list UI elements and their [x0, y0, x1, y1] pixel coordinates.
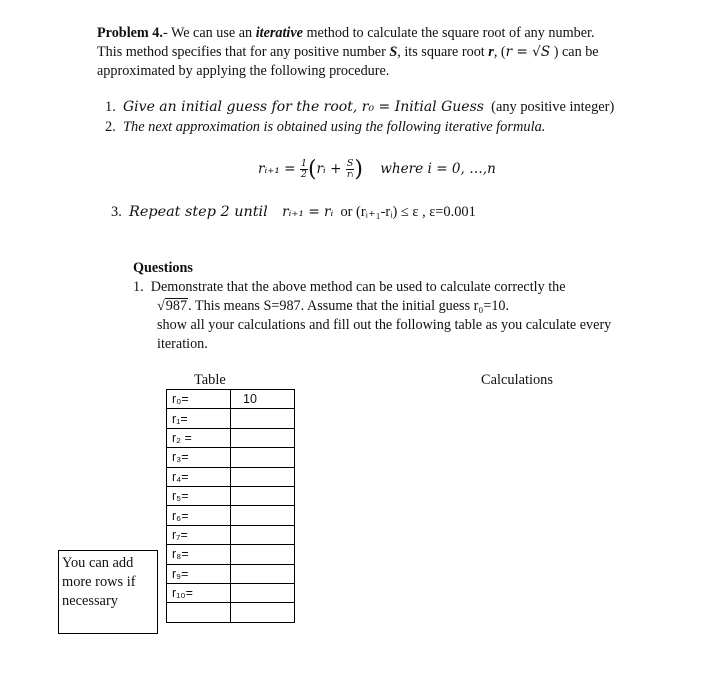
question-text: Demonstrate that the above method can be used to calculate correctly the [150, 279, 566, 295]
problem-text: ) can be [550, 44, 599, 60]
table-row [167, 467, 295, 486]
table-row [167, 603, 295, 622]
question-number: 1. [133, 279, 144, 295]
formula-lhs: rᵢ₊₁ = [258, 161, 296, 177]
row-value-cell[interactable] [231, 564, 295, 583]
row-label [167, 603, 231, 622]
step-1-note: (any positive integer) [491, 99, 615, 115]
step-3-formula: rᵢ₊₁ = rᵢ [282, 204, 334, 220]
row-label: r₁₀= [167, 583, 231, 602]
problem-text: - We can use an [162, 25, 256, 41]
sqrt-equation: r = √S [505, 44, 551, 60]
table-row [167, 506, 295, 525]
row-label: r₃= [167, 448, 231, 467]
fraction-half [300, 159, 308, 180]
problem-text: , ( [493, 44, 506, 60]
table-row [167, 409, 295, 428]
calculations-label: Calculations [481, 372, 553, 388]
step-number: 3. [111, 204, 122, 220]
table-row [167, 486, 295, 505]
row-value-cell[interactable] [231, 467, 295, 486]
problem-text: This method specifies that for any positive number [97, 44, 390, 60]
row-value-cell[interactable] [231, 525, 295, 544]
row-label: r₈= [167, 545, 231, 564]
row-value-cell[interactable] [231, 448, 295, 467]
table-row [167, 564, 295, 583]
question-text: show all your calculations and fill out the following table as you calculate every [157, 317, 612, 333]
step-2 [105, 119, 545, 136]
var-S: S [389, 44, 398, 60]
row-label: r₆= [167, 506, 231, 525]
formula-term: rᵢ + [316, 161, 342, 177]
iteration-table [166, 389, 295, 623]
step-3 [111, 204, 476, 221]
table-row [167, 583, 295, 602]
row-value-cell[interactable] [231, 583, 295, 602]
problem-text: method to calculate the square root of any number. [302, 25, 595, 41]
sqrt-value: 987 [165, 298, 188, 314]
row-label: r₇= [167, 525, 231, 544]
row-label: r₁= [167, 409, 231, 428]
fraction-numerator: S [346, 158, 354, 169]
question-text: . This means S=987. Assume that the initial guess r₀=10. [188, 298, 510, 314]
row-label: r₀= [167, 390, 231, 409]
table-row [167, 545, 295, 564]
step-1 [105, 99, 614, 116]
step-2-text: The next approximation is obtained using the following iterative formula. [123, 119, 546, 135]
row-value-cell[interactable] [231, 603, 295, 622]
step-3-condition: or (rᵢ₊₁-rᵢ) ≤ ε , ε=0.001 [340, 204, 476, 220]
table-row [167, 428, 295, 447]
step-1-text: Give an initial guess for the root, r₀ = Initial Guess [123, 99, 484, 115]
row-value-cell[interactable] [231, 486, 295, 505]
step-3-text: Repeat step 2 until [129, 204, 268, 220]
table-row [167, 390, 295, 409]
row-value-cell[interactable] [231, 409, 295, 428]
table-title: Table [194, 372, 226, 388]
fraction-denominator: rᵢ [346, 169, 354, 180]
row-label: r₄= [167, 467, 231, 486]
step-number: 2. [105, 119, 116, 135]
table-row [167, 525, 295, 544]
row-label: r₂ = [167, 428, 231, 447]
row-value-cell[interactable] [231, 506, 295, 525]
row-value-cell[interactable] [231, 428, 295, 447]
iterative-formula: rᵢ₊₁ = $\frac{1}{2}$ (rᵢ + $\frac{S}{\text{rᵢ}}$ ) where i = 0, …,n [258, 157, 496, 182]
step-number: 1. [105, 99, 116, 115]
problem-text: , its square root [397, 44, 489, 60]
row-label: r₉= [167, 564, 231, 583]
formula-where: where i = 0, …,n [380, 161, 496, 177]
side-note: You can add more rows if necessary [58, 550, 158, 634]
row-label: r₅= [167, 486, 231, 505]
question-text: iteration. [157, 336, 208, 352]
problem-number: Problem 4. [97, 25, 163, 41]
questions-heading: Questions [133, 260, 193, 276]
problem-statement [97, 24, 697, 81]
row-value-cell[interactable] [231, 545, 295, 564]
fraction-denominator: 2 [300, 169, 307, 180]
row-value-cell[interactable]: 10 [231, 390, 295, 409]
fraction-numerator: 1 [300, 158, 307, 169]
iterative-word: iterative [255, 25, 303, 41]
question-1 [133, 278, 693, 354]
var-r: r [488, 44, 494, 60]
problem-text: approximated by applying the following procedure. [97, 63, 390, 79]
sqrt-symbol: √ [157, 298, 165, 314]
table-row [167, 448, 295, 467]
